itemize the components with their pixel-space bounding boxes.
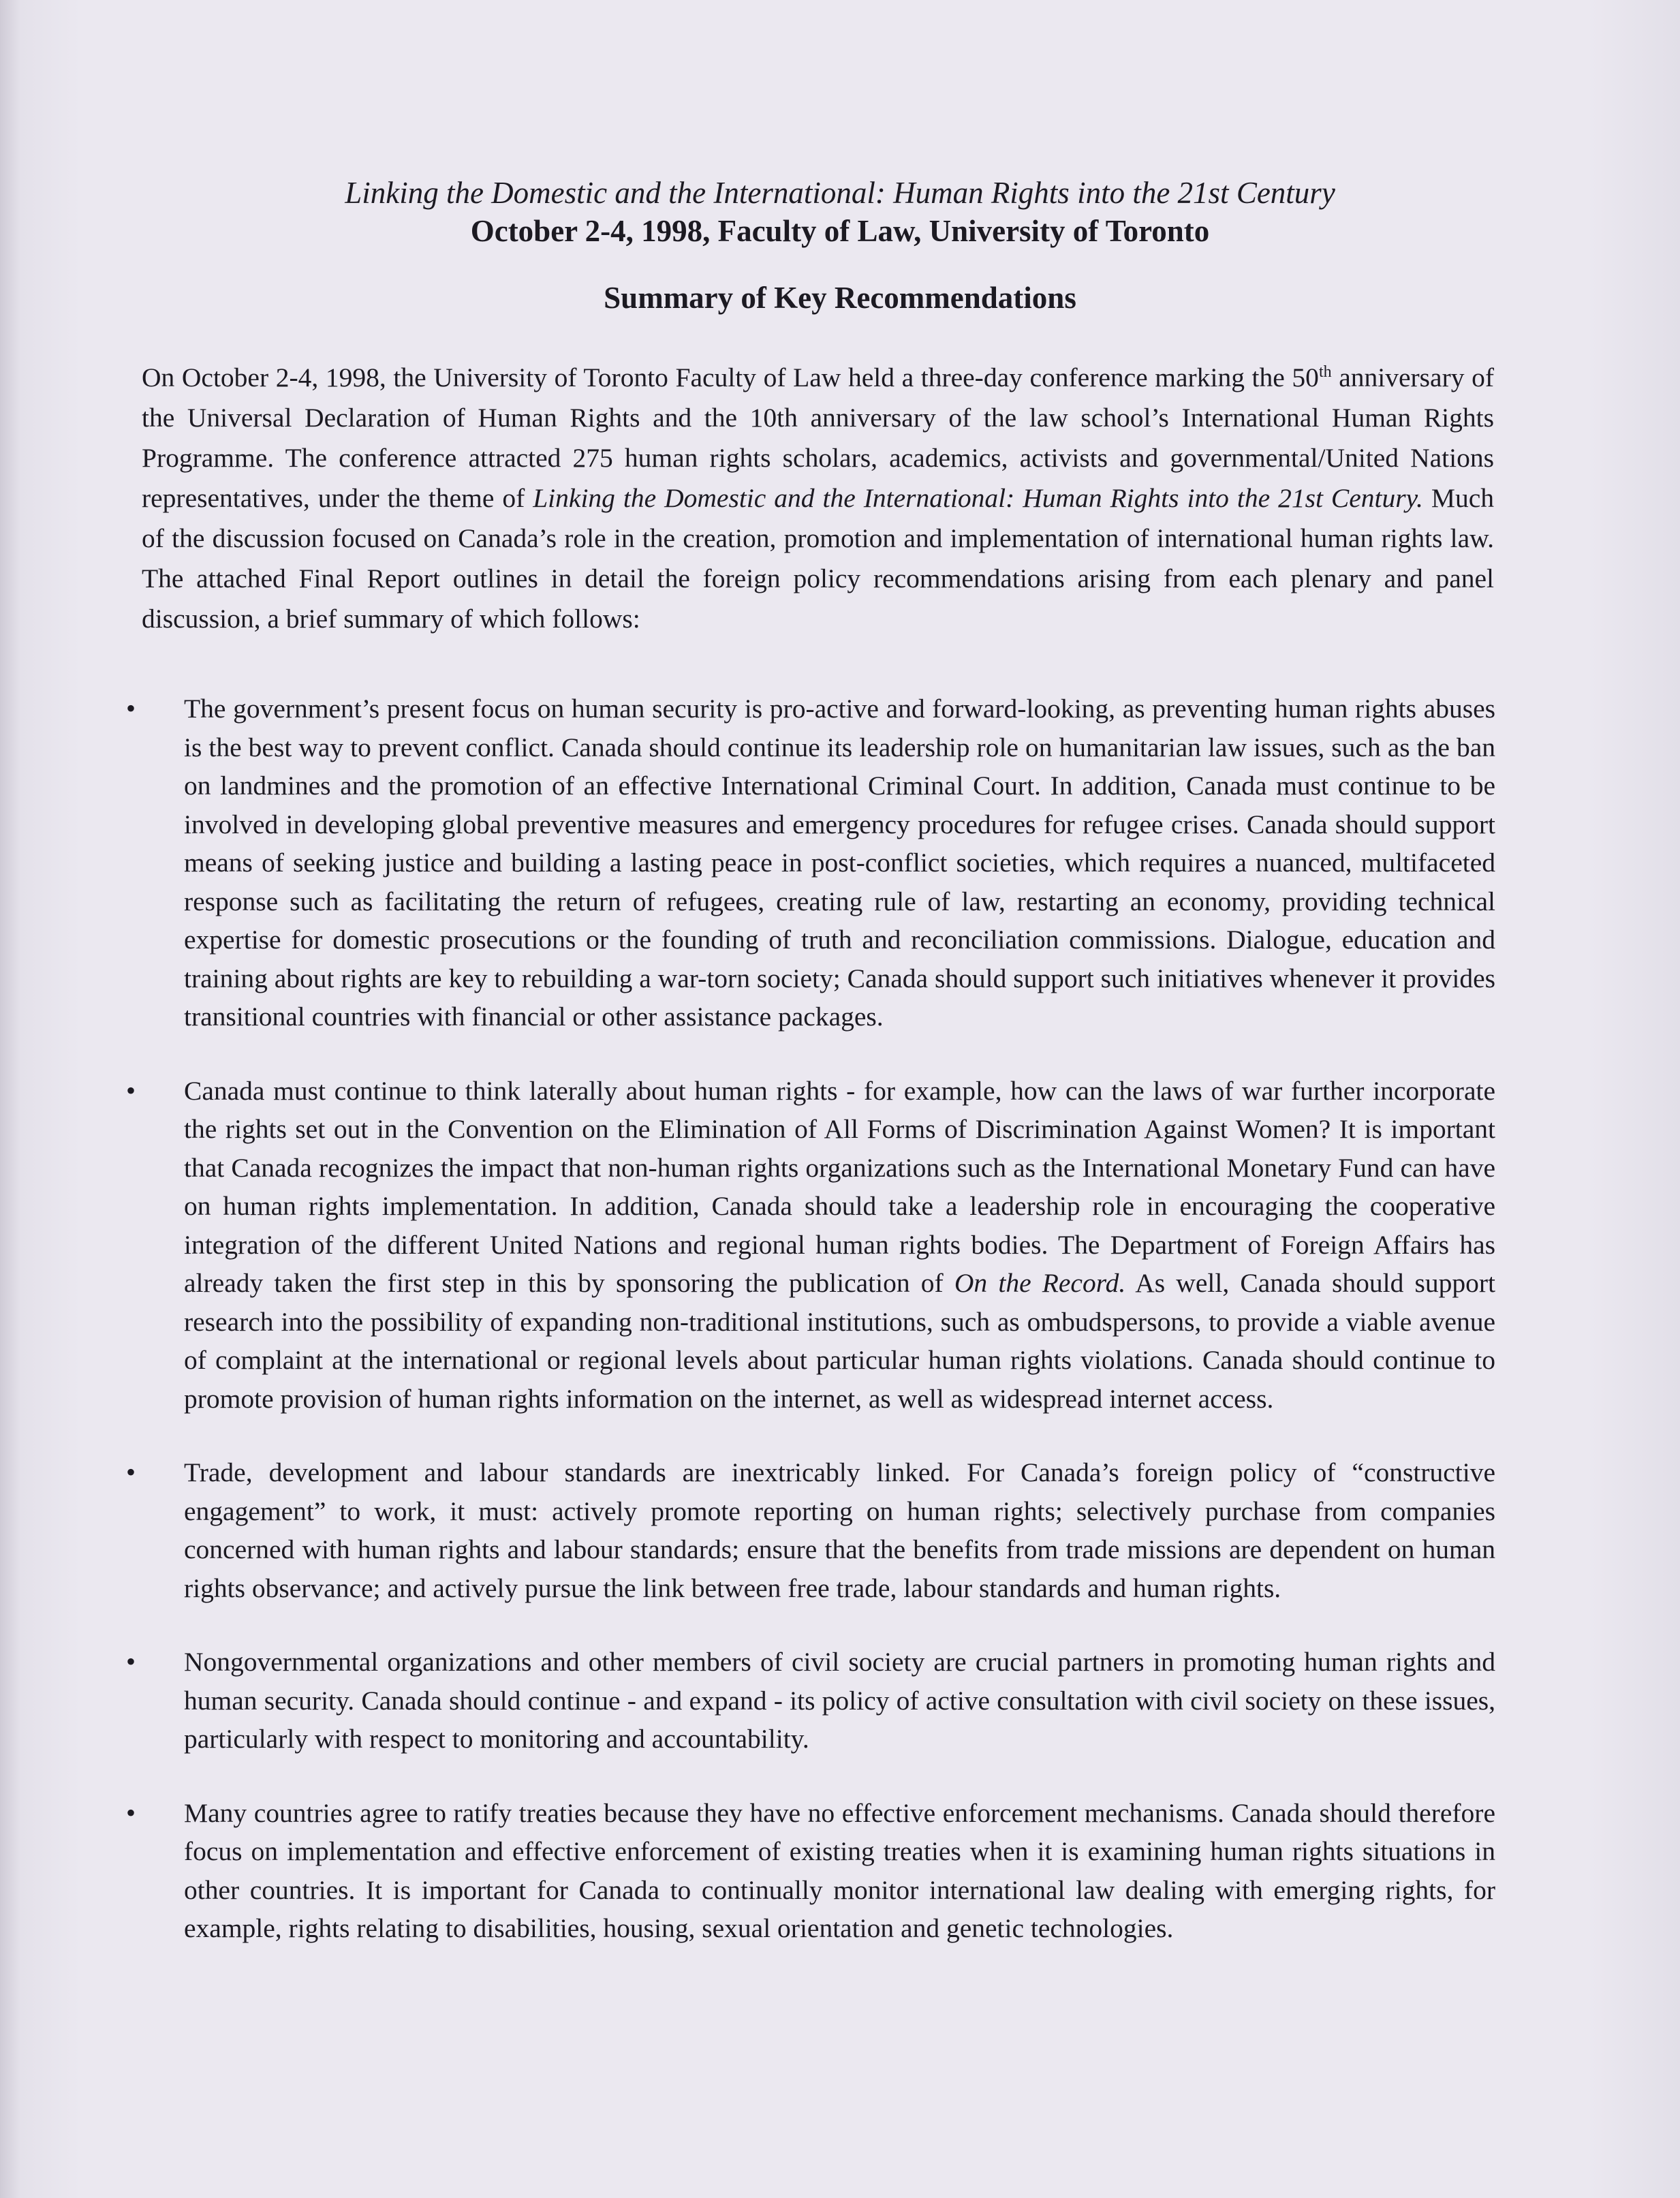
- recommendation-item: [126, 1794, 1495, 1948]
- bullet-icon: •: [126, 693, 136, 724]
- document-header: [0, 174, 1680, 317]
- intro-theme: Linking the Domestic and the International: Human Rights into the 21st Century.: [533, 483, 1423, 513]
- recommendation-text: Trade, development and labour standards are inextricably linked. For Canada’s foreign policy of “constructive engagement” to work, it must: actively promote reporting on human rights; selectively purchase from companies concerned with human rights and labour standards; ensure that the benefits from trade missions are dependent on human rights observance; and actively pursue the link between free trade, labour standards and human rights.: [184, 1457, 1495, 1603]
- recommendation-text: As well, Canada should support research into the possibility of expanding non-traditional institutions, such as ombudspersons, to provide a viable avenue of complaint at the international or regional levels about particular human rights violations. Canada should continue to promote provision of human rights information on the internet, as well as widespread internet access.: [184, 1268, 1495, 1414]
- recommendation-text: Canada must continue to think laterally about human rights - for example, how can the laws of war further incorporate the rights set out in the Convention on the Elimination of All Forms of Discrimination Against Women? It is important that Canada recognizes the impact that non-human rights organizations such as the International Monetary Fund can have on human rights implementation. In addition, Canada should take a leadership role in encouraging the cooperative integration of the different United Nations and regional human rights bodies. The Department of Foreign Affairs has already taken the first step in this by sponsoring the publication of: [184, 1075, 1495, 1298]
- bullet-icon: •: [126, 1797, 136, 1828]
- recommendation-text: Nongovernmental organizations and other members of civil society are crucial partners in promoting human rights and human security. Canada should continue - and expand - its policy of active consultation with civil society on these issues, particularly with respect to monitoring and accountability.: [184, 1647, 1495, 1754]
- recommendation-item: [126, 690, 1495, 1036]
- bullet-icon: •: [126, 1074, 136, 1106]
- conference-title: Linking the Domestic and the International: Human Rights into the 21st Century: [345, 176, 1335, 210]
- section-title: Summary of Key Recommendations: [604, 281, 1076, 315]
- intro-paragraph: [142, 358, 1494, 639]
- publication-title: On the Record.: [954, 1268, 1126, 1298]
- recommendation-item: [126, 1453, 1495, 1607]
- intro-text-1: On October 2-4, 1998, the University of Toronto Faculty of Law held a three-day conference marking the 50: [142, 362, 1319, 392]
- conference-date-place: October 2-4, 1998, Faculty of Law, University of Toronto: [470, 214, 1210, 248]
- intro-text-2: anniversary of the Universal Declaration of Human Rights and the 10th anniversary of the law school’s International Human Rights Programme. The conference attracted 275 human rights scholars, academics, activists and governmental/United Nations representatives, under the theme of: [142, 362, 1494, 513]
- recommendations-list: [126, 690, 1495, 1983]
- intro-text-3: Much of the discussion focused on Canada’s role in the creation, promotion and implementation of international human rights law. The attached Final Report outlines in detail the foreign policy recommendations arising from each plenary and panel discussion, a brief summary of which follows:: [142, 483, 1494, 634]
- bullet-icon: •: [126, 1646, 136, 1677]
- recommendation-text: Many countries agree to ratify treaties because they have no effective enforcement mechanisms. Canada should therefore focus on implementation and effective enforcement of existing treaties when it is examining human rights situations in other countries. It is important for Canada to continually monitor international law dealing with emerging rights, for example, rights relating to disabilities, housing, sexual orientation and genetic technologies.: [184, 1797, 1495, 1943]
- recommendation-text: The government’s present focus on human security is pro-active and forward-looking, as preventing human rights abuses is the best way to prevent conflict. Canada should continue its leadership role on humanitarian law issues, such as the ban on landmines and the promotion of an effective International Criminal Court. In addition, Canada must continue to be involved in developing global preventive measures and emergency procedures for refugee crises. Canada should support means of seeking justice and building a lasting peace in post-conflict societies, which requires a nuanced, multifaceted response such as facilitating the return of refugees, creating rule of law, restarting an economy, providing technical expertise for domestic prosecutions or the founding of truth and reconciliation commissions. Dialogue, education and training about rights are key to rebuilding a war-torn society; Canada should support such initiatives whenever it provides transitional countries with financial or other assistance packages.: [184, 694, 1495, 1032]
- recommendation-item: [126, 1072, 1495, 1419]
- intro-superscript: th: [1318, 362, 1332, 381]
- bullet-icon: •: [126, 1457, 136, 1487]
- recommendation-item: [126, 1643, 1495, 1759]
